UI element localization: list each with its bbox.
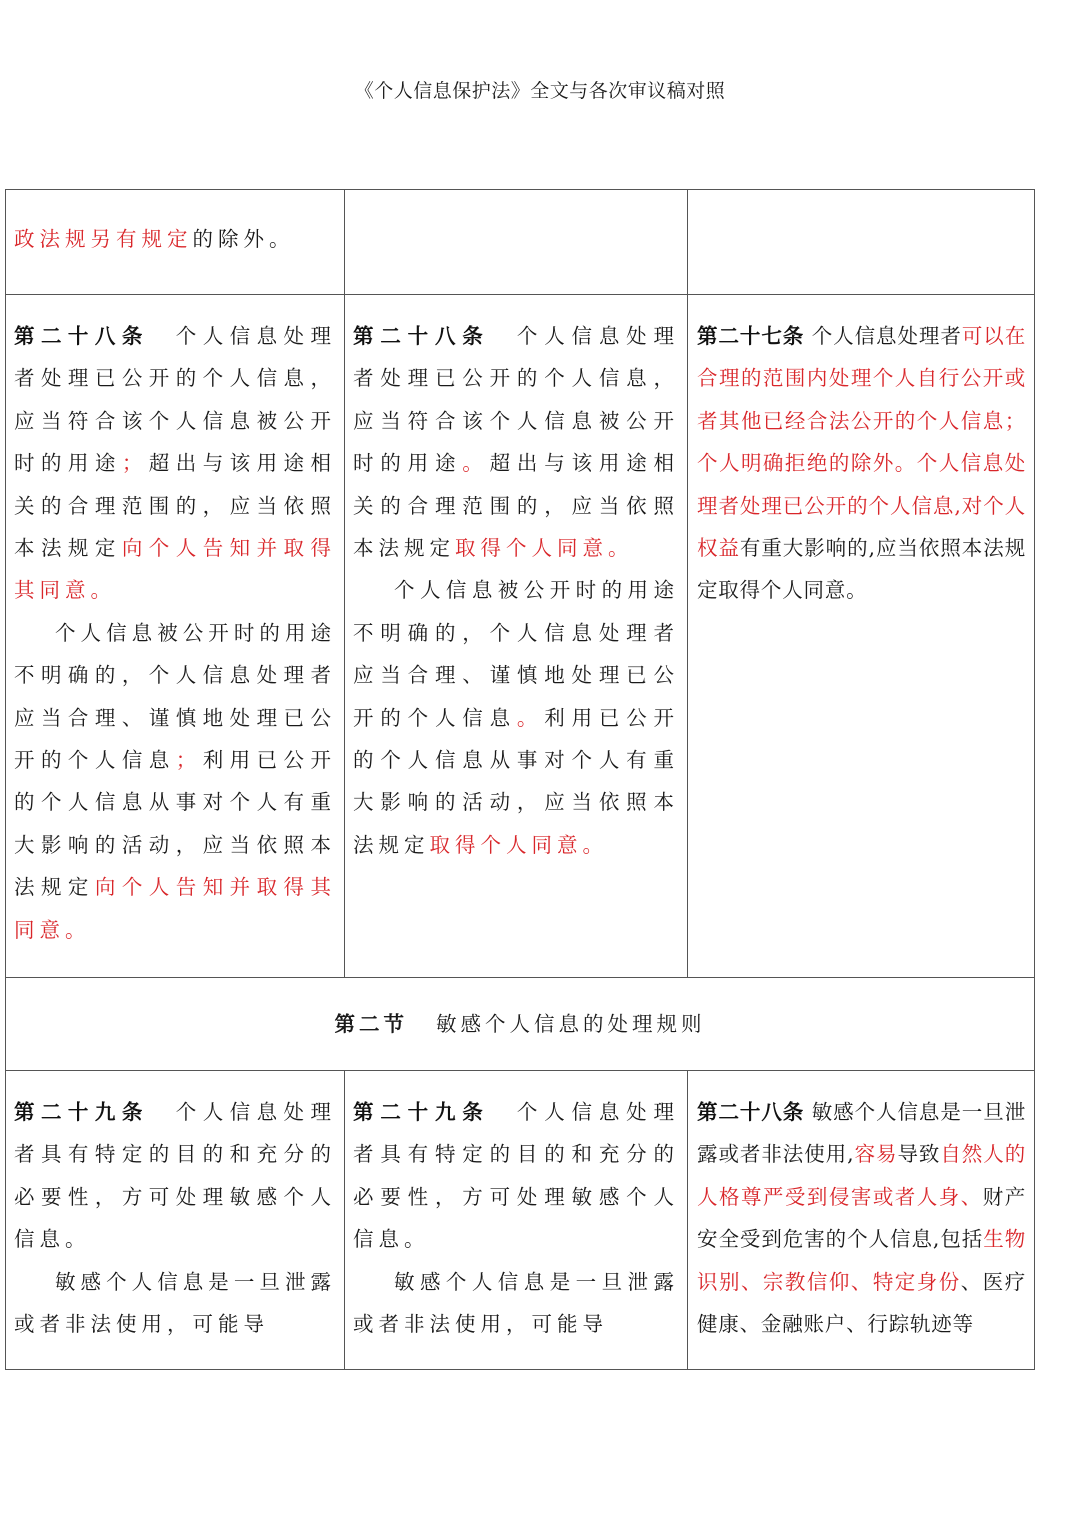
article-text: 个人信息被公开时的用途不明确的，个人信息处理者应当合理、谨慎地处理已公开的个人信息 [14, 620, 336, 773]
table-row [6, 295, 1035, 978]
highlighted-text: 政法规另有规定 [14, 227, 193, 251]
highlighted-text: 取得个人同意。 [429, 832, 608, 857]
article-paragraph [14, 1261, 336, 1346]
article-text: 超出与该用途相关的合理范围的，应当依照本法规定 [14, 451, 337, 561]
article-paragraph [14, 218, 336, 260]
comparison-table [5, 189, 1035, 1370]
article-text: 个人信息处理者处理已公开的个人信息，应当符合该个人信息被公开时的用途 [14, 324, 337, 476]
article-text: 敏感个人信息是一旦泄露或者非法使用，可能导 [353, 1269, 679, 1337]
cell-second-draft [345, 190, 688, 295]
article-paragraph [14, 1091, 336, 1261]
highlighted-text: 向个人告知并取得其同意。 [14, 536, 337, 603]
article-paragraph [14, 315, 336, 612]
article-text: 个人信息被公开时的用途不明确的，个人信息处理者应当合理、谨慎地处理已公开的个人信息 [353, 578, 679, 730]
article-number: 第二十八条 [697, 1100, 805, 1124]
article-number: 第二十八条 [14, 324, 149, 348]
article-paragraph [353, 1091, 679, 1261]
article-text: 个人信息处理者具有特定的目的和充分的必要性，方可处理敏感个人信息。 [353, 1100, 680, 1252]
article-text: 个人信息处理者 [804, 324, 962, 348]
article-number: 第二十九条 [14, 1100, 149, 1124]
document-title: 《个人信息保护法》全文与各次审议稿对照 [354, 80, 726, 102]
article-paragraph [353, 569, 679, 866]
highlighted-text: 。 [462, 451, 490, 476]
highlighted-text: ； [175, 748, 202, 773]
article-number: 第二十八条 [353, 324, 490, 348]
highlighted-text: 。 [516, 705, 545, 730]
article-paragraph [353, 1261, 679, 1346]
article-text: 有重大影响的,应当依照本法规定取得个人同意。 [697, 536, 1026, 603]
article-text: 个人信息处理者具有特定的目的和充分的必要性，方可处理敏感个人信息。 [14, 1100, 337, 1252]
article-paragraph [697, 315, 1026, 612]
article-text: 财产安全受到危害的个人信息,包括 [697, 1184, 1026, 1252]
article-text: 超出与该用途相关的合理范围的，应当依照本法规定 [353, 451, 680, 561]
cell-first-draft [688, 295, 1035, 978]
section-label: 第二节 [334, 1011, 408, 1036]
table-row [6, 190, 1035, 295]
highlighted-text: 向个人告知并取得其同意。 [14, 875, 337, 942]
article-text: 利用已公开的个人信息从事对个人有重大影响的活动，应当依照本法规定 [353, 705, 680, 857]
cell-final-law [6, 295, 345, 978]
cell-final-law [6, 1071, 345, 1370]
section-heading [6, 978, 1035, 1071]
article-paragraph [14, 612, 336, 951]
article-paragraph [353, 315, 679, 569]
article-number: 第二十九条 [353, 1100, 490, 1124]
highlighted-text: ； [121, 451, 148, 476]
cell-first-draft [688, 1071, 1035, 1370]
highlighted-text: 生物识别、宗教信仰、特定身份 [697, 1227, 1026, 1294]
article-paragraph [697, 1091, 1026, 1345]
article-text: 敏感个人信息是一旦泄露或者非法使用, [697, 1100, 1026, 1167]
article-text: 、医疗健康、金融账户、行踪轨迹等 [697, 1269, 1026, 1337]
article-text: 利用已公开的个人信息从事对个人有重大影响的活动，应当依照本法规定 [14, 748, 337, 900]
highlighted-text: 可以在合理的范围内处理个人自行公开或者其他已经合法公开的个人信息；个人明确拒绝的除外。个人信息处理者处理已公开的个人信息,对个人权益 [697, 324, 1027, 561]
article-text: 个人信息处理者处理已公开的个人信息，应当符合该个人信息被公开时的用途 [353, 324, 680, 476]
highlighted-text: 容易 [854, 1142, 898, 1167]
cell-first-draft [688, 190, 1035, 295]
highlighted-text: 自然人的人格尊严受到侵害或者人身、 [697, 1142, 1026, 1209]
cell-second-draft [345, 1071, 688, 1370]
article-number: 第二十七条 [697, 324, 805, 348]
section-heading-row [6, 978, 1035, 1071]
highlighted-text: 取得个人同意。 [455, 536, 634, 561]
cell-second-draft [345, 295, 688, 978]
article-text: 导致 [897, 1142, 941, 1167]
table-row [6, 1071, 1035, 1370]
cell-final-law [6, 190, 345, 295]
article-text: 的除外。 [192, 227, 295, 251]
section-title: 敏感个人信息的处理规则 [436, 1011, 706, 1036]
article-text: 敏感个人信息是一旦泄露或者非法使用，可能导 [14, 1269, 336, 1337]
